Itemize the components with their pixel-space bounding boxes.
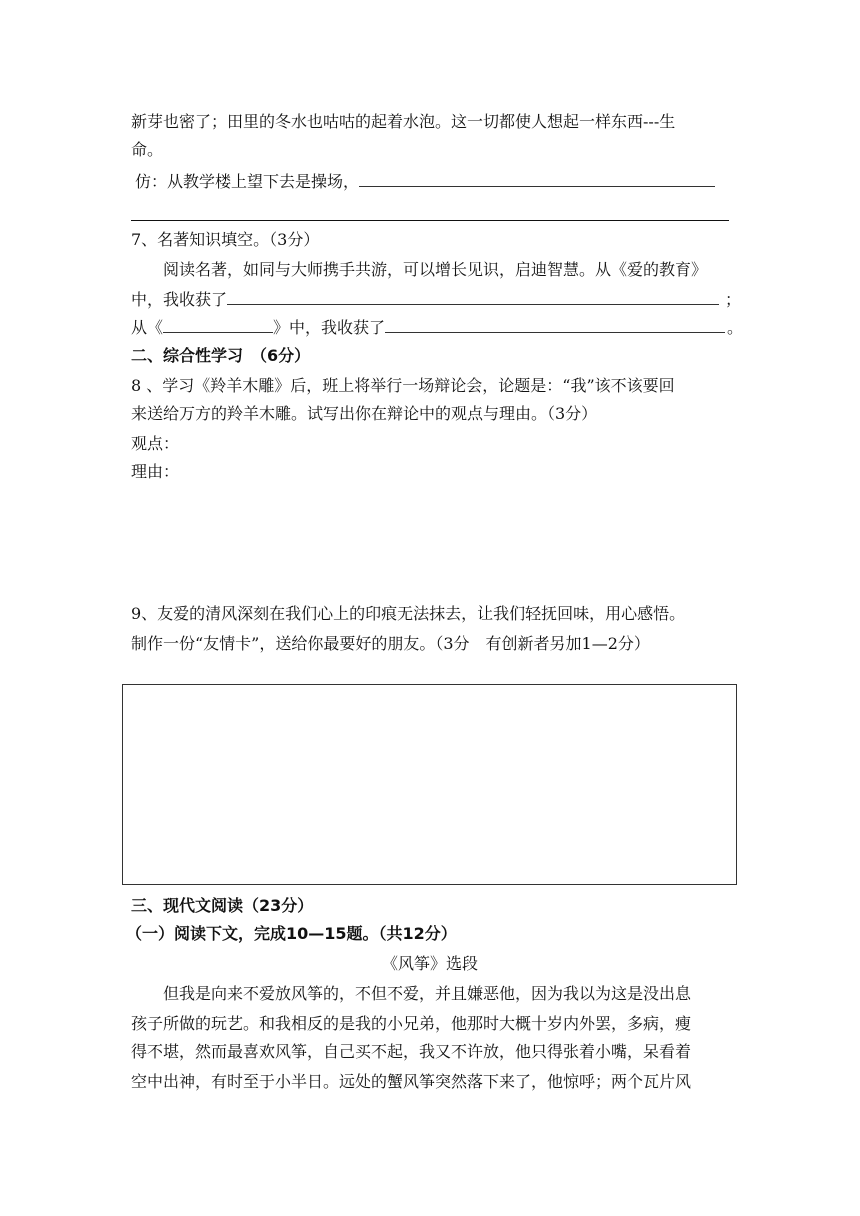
friendship-card-box[interactable]: [122, 684, 737, 885]
q7-title: 7、名著知识填空。（3分）: [131, 230, 320, 249]
q6-imitate-line: [135, 170, 715, 192]
passage-line: 孩子所做的玩艺。和我相反的是我的小兄弟，他那时大概十岁内外罢，多病，瘦: [131, 1014, 692, 1033]
q7-line3-prefix: 从《: [131, 318, 164, 337]
q9-line1: 9、友爱的清风深刻在我们心上的印痕无法抹去，让我们轻抚回味，用心感悟。: [131, 604, 686, 623]
q8-line1: 8 、学习《羚羊木雕》后，班上将举行一场辩论会，论题是：“我”该不该要回: [131, 376, 675, 395]
section2-title: 二、综合性学习 （6分）: [131, 346, 311, 365]
q8-viewpoint-label: 观点：: [131, 434, 180, 453]
q6-line2: 命。: [131, 140, 164, 159]
passage-title: 《风筝》选段: [381, 954, 478, 973]
section3-sub1: （一）阅读下文，完成10—15题。（共12分）: [126, 924, 457, 943]
q7-line3-mid: 》中，我收获了: [273, 318, 386, 337]
q6-answer-rule[interactable]: [131, 220, 729, 221]
q7-book-blank[interactable]: [163, 316, 273, 333]
passage-line: 空中出神，有时至于小半日。远处的蟹风筝突然落下来了，他惊呼；两个瓦片风: [131, 1072, 692, 1091]
q7-line2-suffix: ；: [725, 290, 742, 309]
q7-blank-2[interactable]: [385, 316, 725, 333]
q7-line2-prefix: 中，我收获了: [131, 290, 228, 309]
passage-line: 得不堪，然而最喜欢风筝，自己买不起，我又不许放，他只得张着小嘴，呆看着: [131, 1042, 692, 1061]
q7-blank-1[interactable]: [227, 288, 719, 305]
q6-answer-blank[interactable]: [359, 170, 715, 187]
section3-title: 三、现代文阅读（23分）: [131, 896, 314, 915]
q7-line3: [131, 316, 743, 338]
q6-line1: 新芽也密了；田里的冬水也咕咕的起着水泡。这一切都使人想起一样东西---生: [131, 112, 676, 131]
q6-imitate-prompt: 仿：从教学楼上望下去是操场，: [135, 172, 360, 191]
q7-line2: [131, 288, 741, 310]
q8-reason-label: 理由：: [131, 462, 180, 481]
q7-line1: 阅读名著，如同与大师携手共游，可以增长见识，启迪智慧。从《爱的教育》: [163, 260, 708, 279]
q9-line2: 制作一份“友情卡”，送给你最要好的朋友。（3分 有创新者另加1—2分）: [131, 634, 650, 653]
q8-line2: 来送给万方的羚羊木雕。试写出你在辩论中的观点与理由。（3分）: [131, 404, 598, 423]
passage-line: 但我是向来不爱放风筝的，不但不爱，并且嫌恶他，因为我以为这是没出息: [163, 984, 692, 1003]
q7-line3-suffix: 。: [727, 318, 744, 337]
